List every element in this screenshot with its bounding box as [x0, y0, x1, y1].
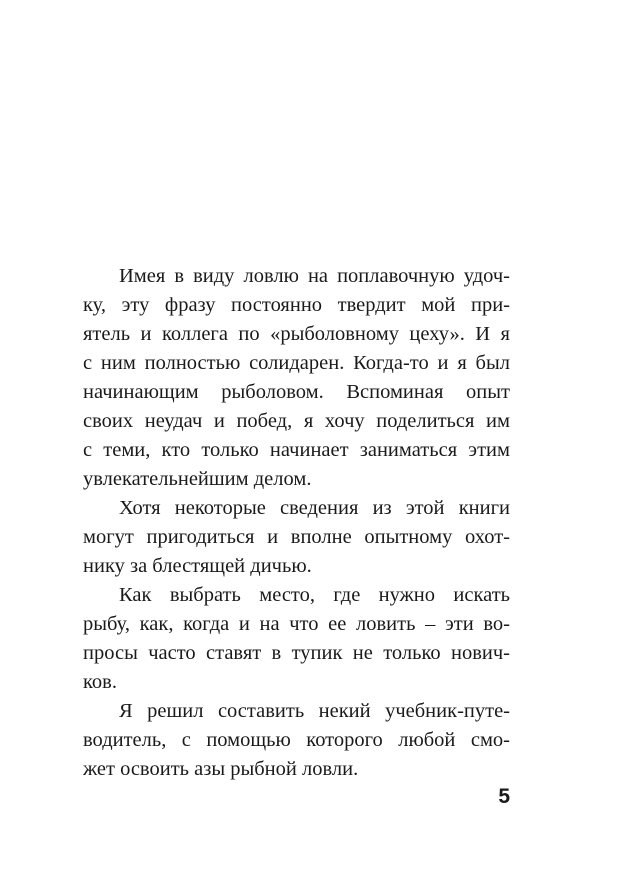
text-line: нику за блестящей дичью. — [83, 555, 312, 577]
text-line: Как выбрать место, где нужно искать — [119, 584, 510, 606]
paragraph-3 — [83, 581, 510, 697]
text-line: с ним полностью солидарен. Когда-то и я был — [83, 352, 510, 374]
text-line: просы часто ставят в тупик не только нович- — [83, 642, 510, 664]
text-line: начинающим рыболовом. Вспоминая опыт — [83, 381, 510, 403]
text-line: рыбу, как, когда и на что ее ловить – эти во- — [83, 613, 510, 635]
paragraph-2 — [83, 494, 510, 581]
text-line: ку, эту фразу постоянно твердит мой при- — [83, 294, 510, 316]
text-line: Имея в виду ловлю на поплавочную удоч- — [119, 265, 510, 287]
text-line: Я решил составить некий учебник-путе- — [119, 700, 510, 722]
text-line: увлекательнейшим делом. — [83, 468, 312, 490]
text-line: ятель и коллега по «рыболовному цеху». И я — [83, 323, 510, 345]
body-text — [83, 262, 510, 784]
page-number: 5 — [498, 785, 510, 808]
text-line: могут пригодиться и вполне опытному охот- — [83, 526, 510, 548]
text-line: с теми, кто только начинает заниматься этим — [83, 439, 510, 461]
text-line: Хотя некоторые сведения из этой книги — [119, 497, 510, 519]
paragraph-4 — [83, 697, 510, 784]
text-line: жет освоить азы рыбной ловли. — [83, 758, 359, 780]
text-line: своих неудач и побед, я хочу поделиться им — [83, 410, 510, 432]
text-line: водитель, с помощью которого любой смо- — [83, 729, 510, 751]
paragraph-1 — [83, 262, 510, 494]
text-line: ков. — [83, 671, 117, 693]
